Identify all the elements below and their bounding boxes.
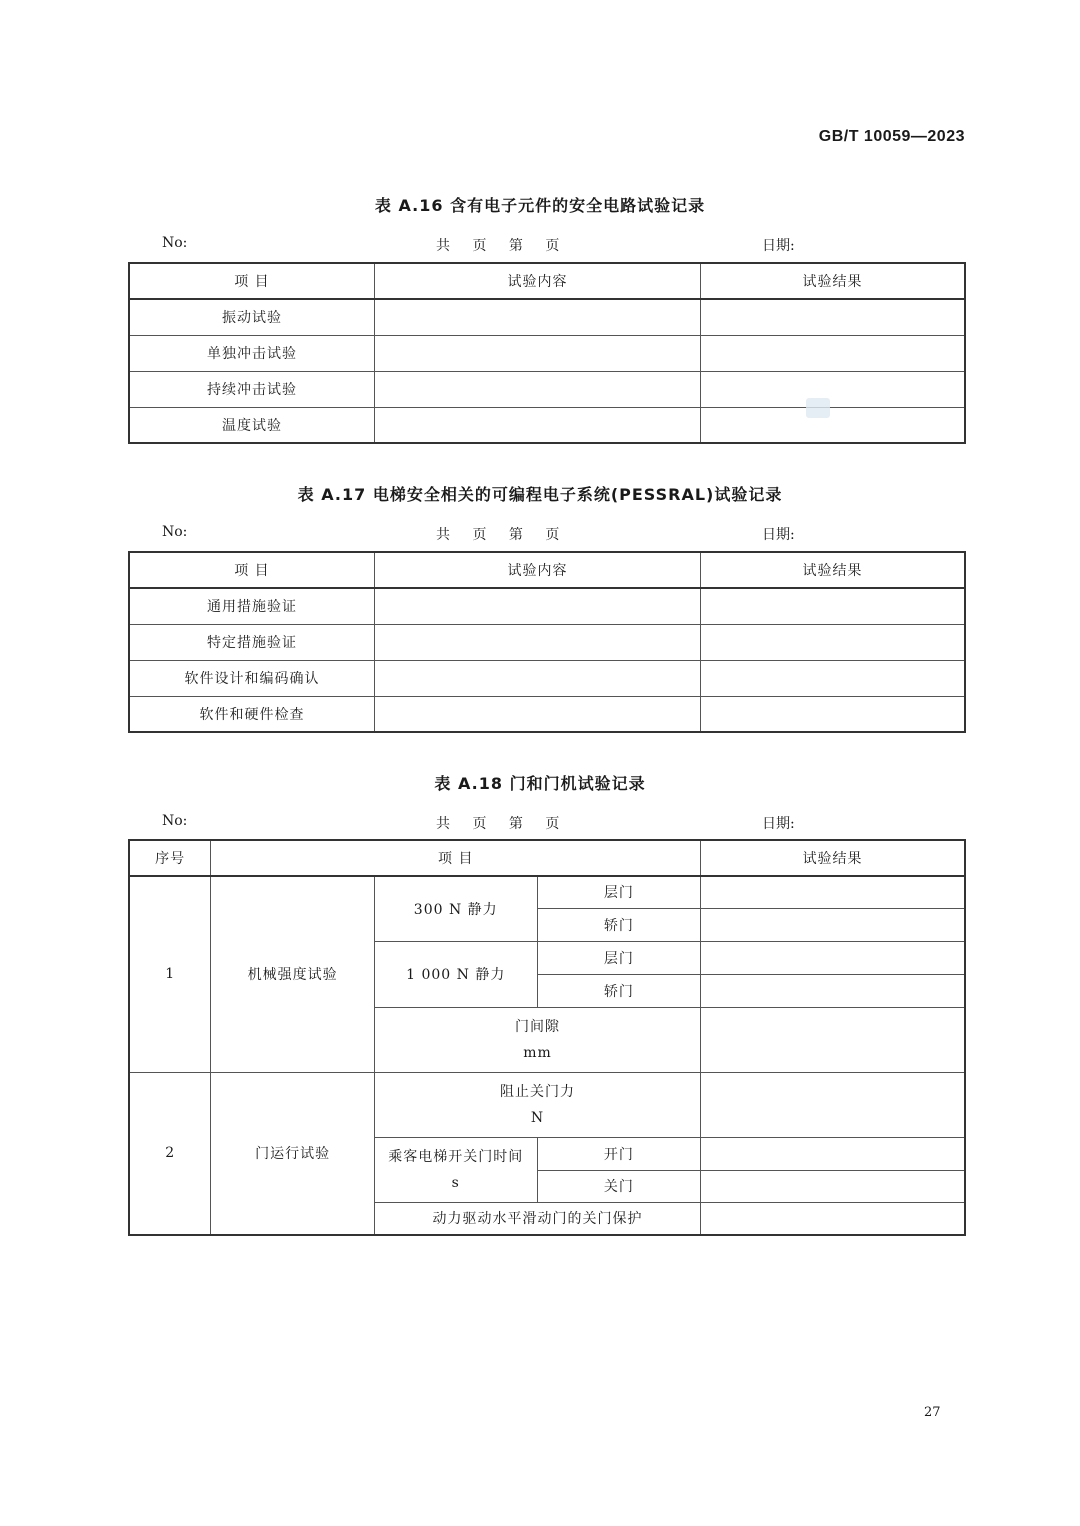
- result-cell[interactable]: [701, 876, 965, 908]
- landing-door-label: 层门: [537, 876, 701, 908]
- result-cell[interactable]: [701, 1202, 965, 1235]
- table-a17-caption: 表 A.17 电梯安全相关的可编程电子系统(PESSRAL)试验记录: [297, 485, 783, 504]
- no-label: No:: [162, 813, 188, 829]
- table-row: [129, 407, 965, 443]
- header-item: 项 目: [129, 263, 374, 299]
- open-door-label: 开门: [537, 1137, 701, 1170]
- content-cell[interactable]: [374, 335, 700, 371]
- result-cell[interactable]: [701, 1072, 965, 1137]
- table-row: [129, 1072, 965, 1137]
- result-cell[interactable]: [701, 588, 965, 624]
- door-clearance-unit: mm: [523, 1044, 552, 1061]
- row-label: 持续冲击试验: [129, 371, 374, 407]
- result-cell[interactable]: [701, 908, 965, 941]
- test-name: 机械强度试验: [211, 876, 375, 1072]
- table-row: [129, 696, 965, 732]
- result-cell[interactable]: [701, 371, 965, 407]
- date-label: 日期:: [762, 527, 795, 543]
- row-label: 软件和硬件检查: [129, 696, 374, 732]
- door-time-unit: s: [451, 1174, 460, 1191]
- result-cell[interactable]: [701, 335, 965, 371]
- header-result: 试验结果: [701, 552, 965, 588]
- seq-number: 1: [129, 876, 211, 1072]
- content-cell[interactable]: [374, 696, 700, 732]
- table-row: [129, 624, 965, 660]
- table-row: [129, 876, 965, 908]
- result-cell[interactable]: [701, 1007, 965, 1072]
- pages-label: 共 页 第 页: [436, 238, 562, 254]
- table-a17: [128, 551, 966, 733]
- table-a18-meta: [0, 813, 1080, 835]
- result-cell[interactable]: [701, 660, 965, 696]
- static-300-label: 300 N 静力: [374, 876, 537, 941]
- standard-code: GB/T 10059—2023: [818, 128, 965, 145]
- result-cell[interactable]: [701, 407, 965, 443]
- pages-label: 共 页 第 页: [436, 816, 562, 832]
- result-cell[interactable]: [701, 974, 965, 1007]
- no-label: No:: [162, 524, 188, 540]
- result-cell[interactable]: [701, 941, 965, 974]
- table-row: [129, 588, 965, 624]
- table-row: [129, 371, 965, 407]
- door-clearance-text: 门间隙: [515, 1018, 561, 1035]
- pages-label: 共 页 第 页: [436, 527, 562, 543]
- date-label: 日期:: [762, 238, 795, 254]
- door-clearance-label: [374, 1007, 700, 1072]
- watermark-icon: [806, 398, 830, 418]
- header-result: 试验结果: [701, 263, 965, 299]
- page-number: 27: [924, 1405, 941, 1420]
- seq-number: 2: [129, 1072, 211, 1235]
- static-1000-label: 1 000 N 静力: [374, 941, 537, 1007]
- row-label: 特定措施验证: [129, 624, 374, 660]
- row-label: 软件设计和编码确认: [129, 660, 374, 696]
- table-a16-meta: [0, 235, 1080, 257]
- header-seq: 序号: [129, 840, 211, 876]
- closing-force-label: [374, 1072, 700, 1137]
- result-cell[interactable]: [701, 299, 965, 335]
- table-a18-caption: 表 A.18 门和门机试验记录: [434, 774, 646, 793]
- header-content: 试验内容: [374, 263, 700, 299]
- no-label: No:: [162, 235, 188, 251]
- content-cell[interactable]: [374, 588, 700, 624]
- car-door-label: 轿门: [537, 908, 701, 941]
- table-a18: [128, 839, 966, 1236]
- content-cell[interactable]: [374, 624, 700, 660]
- table-row: [129, 660, 965, 696]
- header-item: 项 目: [129, 552, 374, 588]
- content-cell[interactable]: [374, 371, 700, 407]
- content-cell[interactable]: [374, 299, 700, 335]
- row-label: 单独冲击试验: [129, 335, 374, 371]
- table-a16-caption: 表 A.16 含有电子元件的安全电路试验记录: [374, 196, 706, 215]
- header-item: 项 目: [211, 840, 701, 876]
- row-label: 温度试验: [129, 407, 374, 443]
- result-cell[interactable]: [701, 1170, 965, 1202]
- date-label: 日期:: [762, 816, 795, 832]
- table-row: [129, 299, 965, 335]
- result-cell[interactable]: [701, 624, 965, 660]
- table-row: [129, 335, 965, 371]
- table-a17-meta: [0, 524, 1080, 546]
- result-cell[interactable]: [701, 1137, 965, 1170]
- content-cell[interactable]: [374, 660, 700, 696]
- close-door-label: 关门: [537, 1170, 701, 1202]
- header-content: 试验内容: [374, 552, 700, 588]
- row-label: 通用措施验证: [129, 588, 374, 624]
- closing-force-text: 阻止关门力: [500, 1083, 576, 1100]
- landing-door-label: 层门: [537, 941, 701, 974]
- result-cell[interactable]: [701, 696, 965, 732]
- row-label: 振动试验: [129, 299, 374, 335]
- closing-protection-label: 动力驱动水平滑动门的关门保护: [374, 1202, 700, 1235]
- door-time-text: 乘客电梯开关门时间: [388, 1148, 524, 1165]
- test-name: 门运行试验: [211, 1072, 375, 1235]
- closing-force-unit: N: [530, 1109, 545, 1126]
- content-cell[interactable]: [374, 407, 700, 443]
- table-a16: [128, 262, 966, 444]
- header-result: 试验结果: [701, 840, 965, 876]
- door-time-label: [374, 1137, 537, 1202]
- car-door-label: 轿门: [537, 974, 701, 1007]
